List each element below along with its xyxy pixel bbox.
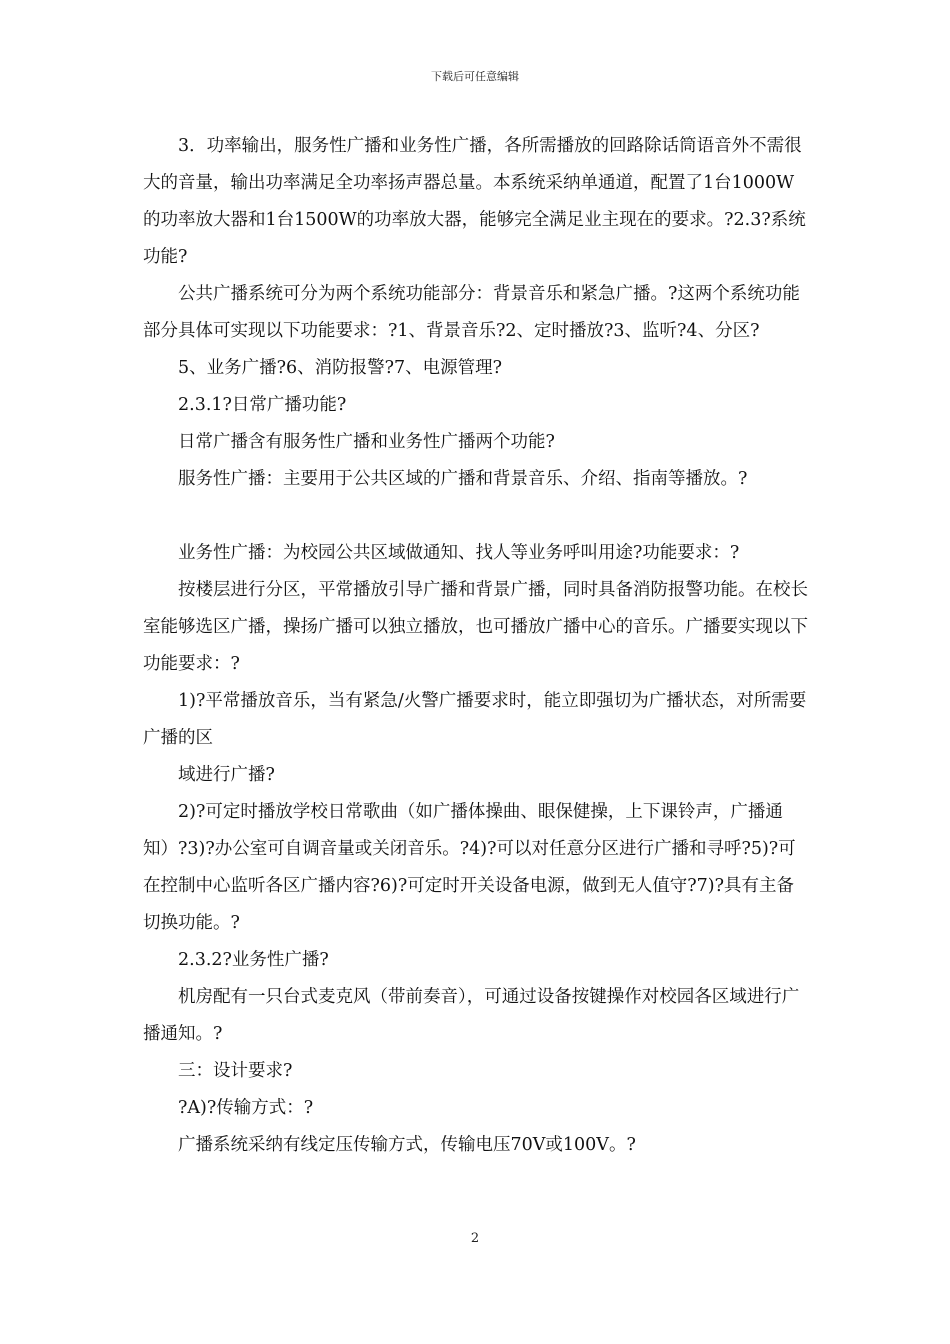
paragraph-system-functions: 公共广播系统可分为两个系统功能部分：背景音乐和紧急广播。?这两个系统功能部分具体可实现以下功能要求：?1、背景音乐?2、定时播放?3、监听?4、分区? [143,284,800,341]
heading-design-requirements: 三：设计要求? [178,1061,293,1081]
document-body [143,128,811,1164]
paragraph-function-list: 5、业务广播?6、消防报警?7、电源管理? [178,358,503,378]
paragraph-transmission: 广播系统采纳有线定压传输方式，传输电压70V或100V。? [178,1135,636,1155]
heading-transmission-method: ?A)?传输方式：? [178,1098,314,1118]
paragraph-service-broadcast: 服务性广播：主要用于公共区域的广播和背景音乐、介绍、指南等播放。? [178,469,748,489]
paragraph-requirements-2-7: 2)?可定时播放学校日常歌曲（如广播体操曲、眼保健操，上下课铃声，广播通知）?3)?办公室可自调音量或关闭音乐。?4)?可以对任意分区进行广播和寻呼?5)?可在控制中心监听各区广播内容?6)?可定时开关设备电源，做到无人值守?7)?具有主备切换功能。? [143,802,796,933]
blank-line [143,498,811,535]
page-header: 下载后可任意编辑 [431,70,519,83]
paragraph-daily-broadcast: 日常广播含有服务性广播和业务性广播两个功能? [178,432,555,452]
heading-daily-broadcast: 2.3.1?日常广播功能? [178,395,347,415]
paragraph-zoning: 按楼层进行分区，平常播放引导广播和背景广播，同时具备消防报警功能。在校长室能够选区广播，操扬广播可以独立播放，也可播放广播中心的音乐。广播要实现以下功能要求：? [143,580,808,674]
paragraph-requirement-1-cont: 域进行广播? [178,765,275,785]
heading-business-broadcast: 2.3.2?业务性广播? [178,950,329,970]
page-number: 2 [470,1231,480,1246]
paragraph-microphone: 机房配有一只台式麦克风（带前奏音），可通过设备按键操作对校园各区域进行广播通知。? [143,987,800,1044]
paragraph-requirement-1: 1)?平常播放音乐，当有紧急/火警广播要求时，能立即强切为广播状态，对所需要广播的区 [143,691,807,748]
paragraph-power-output: 3．功率输出，服务性广播和业务性广播，各所需播放的回路除话筒语音外不需很大的音量，输出功率满足全功率扬声器总量。本系统采纳单通道，配置了1台1000W的功率放大器和1台1500W的功率放大器，能够完全满足业主现在的要求。?2.3?系统功能? [143,136,806,267]
paragraph-business-broadcast: 业务性广播：为校园公共区域做通知、找人等业务呼叫用途?功能要求：? [178,543,740,563]
